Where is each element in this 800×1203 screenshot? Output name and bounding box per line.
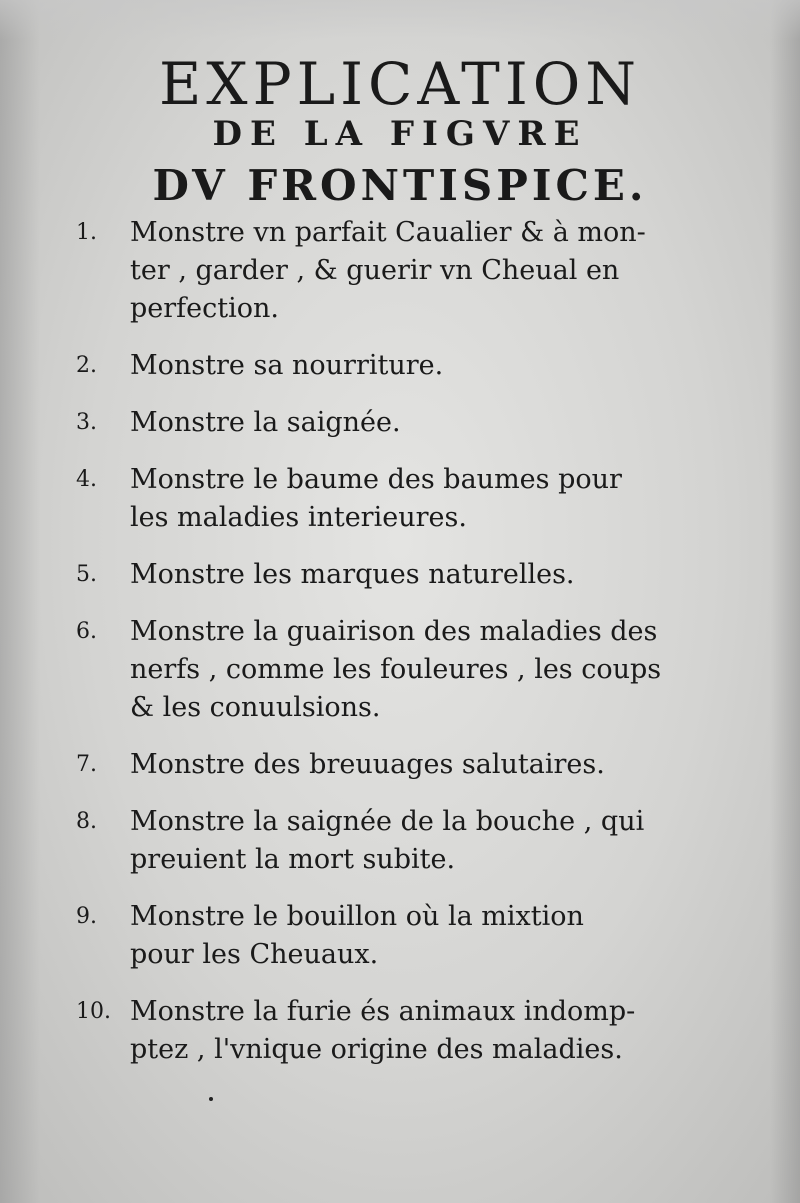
item-text-line: ter , garder , & guerir vn Cheual en xyxy=(130,255,620,286)
list-item xyxy=(68,556,718,594)
title-explication: EXPLICATION xyxy=(158,50,642,118)
item-text-line: Monstre des breuuages salutaires. xyxy=(130,749,605,780)
list-item xyxy=(68,803,718,879)
item-number: 5. xyxy=(76,562,97,587)
item-number: 10. xyxy=(76,999,111,1024)
list-item xyxy=(68,214,718,328)
item-text-line: Monstre le baume des baumes pour xyxy=(130,464,622,495)
item-text-line: Monstre la furie és animaux indomp- xyxy=(130,996,636,1027)
item-number: 2. xyxy=(76,353,97,378)
title-de-la-figure: DE LA FIGVRE xyxy=(212,114,588,154)
item-text-line: Monstre les marques naturelles. xyxy=(130,559,575,590)
item-text-line: & les conuulsions. xyxy=(130,692,381,723)
item-number: 6. xyxy=(76,619,97,644)
item-text-line: Monstre la saignée de la bouche , qui xyxy=(130,806,645,837)
item-text-line: pour les Cheuaux. xyxy=(130,939,379,970)
item-number: 3. xyxy=(76,410,97,435)
item-text-line: Monstre la guairison des maladies des xyxy=(130,616,658,647)
item-text-line: Monstre sa nourriture. xyxy=(130,350,444,381)
list-item xyxy=(68,993,718,1069)
item-number: 7. xyxy=(76,752,97,777)
list-item xyxy=(68,898,718,974)
item-text-line: nerfs , comme les fouleures , les coups xyxy=(130,654,662,685)
list-item xyxy=(68,404,718,442)
item-text-line: les maladies interieures. xyxy=(130,502,467,533)
item-text-line: perfection. xyxy=(130,293,279,324)
item-number: 4. xyxy=(76,467,97,492)
list-item xyxy=(68,746,718,784)
item-number: 1. xyxy=(76,220,97,245)
item-text-line: Monstre le bouillon où la mixtion xyxy=(130,901,584,932)
item-text-line: Monstre la saignée. xyxy=(130,407,401,438)
item-number: 8. xyxy=(76,809,97,834)
item-text-line: ptez , l'vnique origine des maladies. xyxy=(130,1034,623,1065)
title-du-frontispice: DV FRONTISPICE. xyxy=(152,161,648,210)
item-text-line: preuient la mort subite. xyxy=(130,844,456,875)
item-text-line: Monstre vn parfait Caualier & à mon- xyxy=(130,217,646,248)
list-item xyxy=(68,613,718,727)
page-edge-highlight-top xyxy=(0,0,800,40)
item-number: 9. xyxy=(76,904,97,929)
list-item xyxy=(68,347,718,385)
printer-mark-dot xyxy=(209,1097,213,1101)
list-item xyxy=(68,461,718,537)
explanation-list xyxy=(68,214,718,1088)
